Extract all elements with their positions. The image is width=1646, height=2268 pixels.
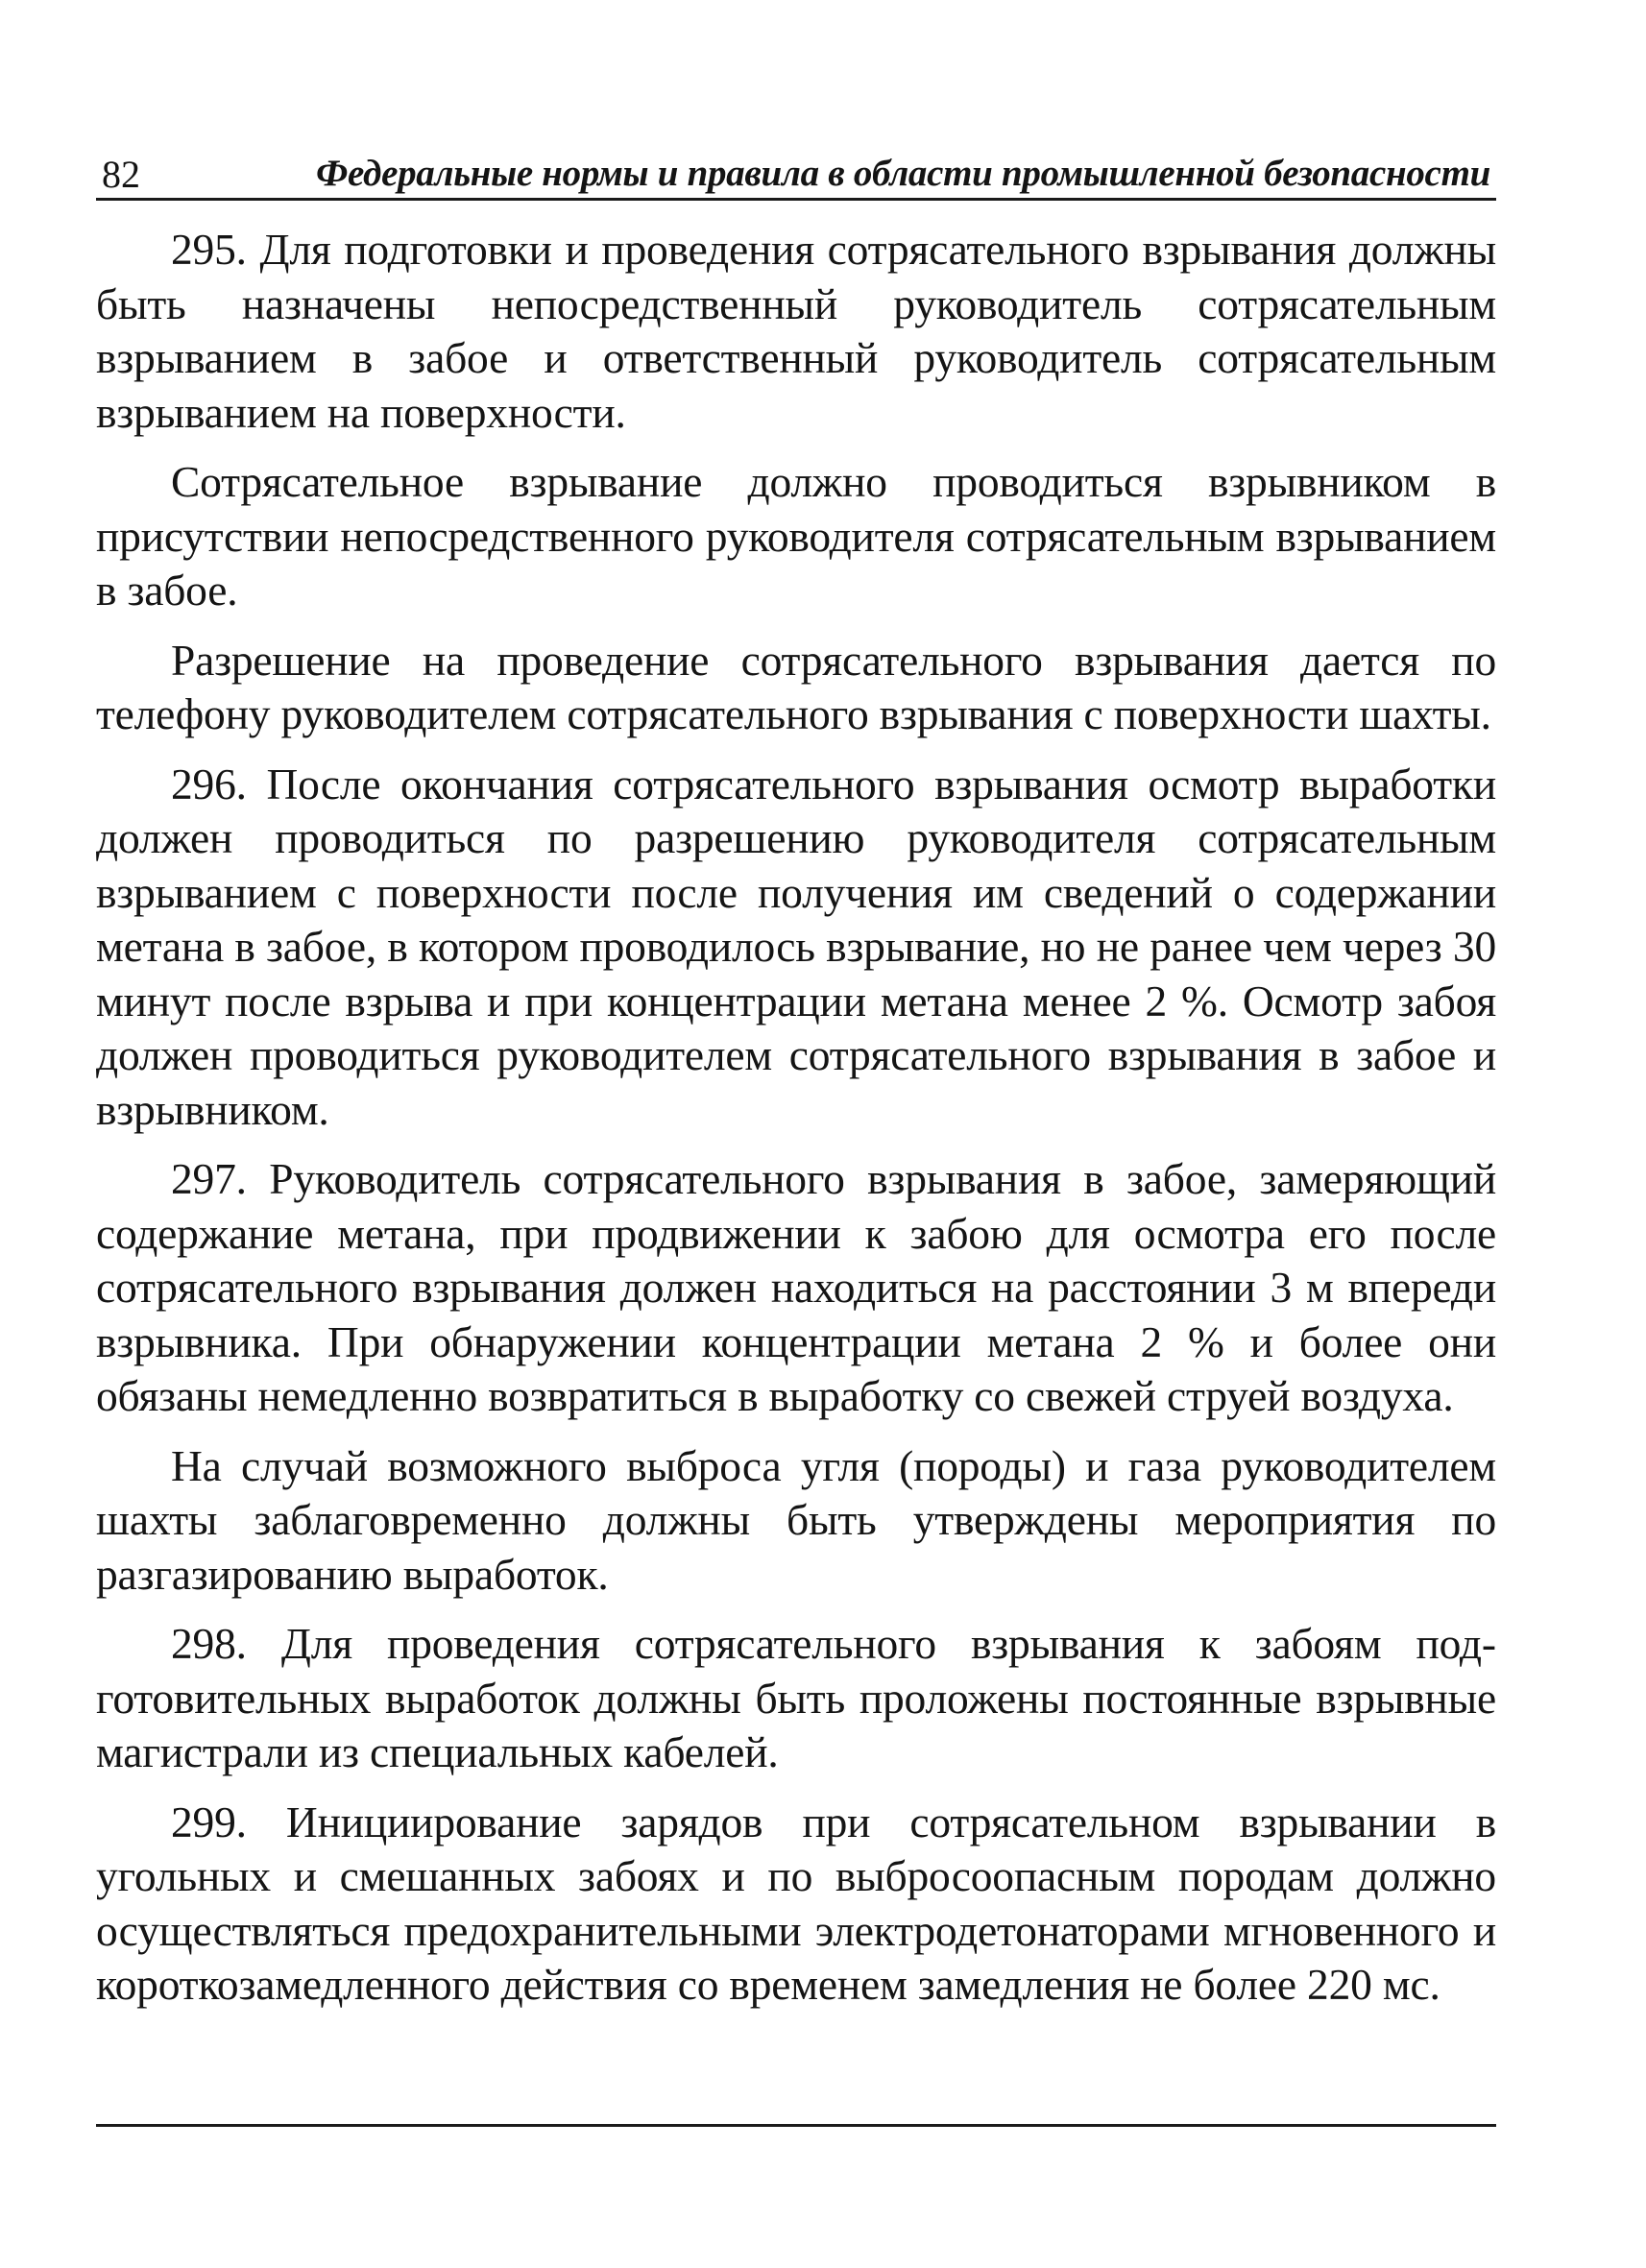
footer-rule: [96, 2124, 1496, 2127]
running-title: Федеральные нормы и правила в области промышленной безопасности: [316, 153, 1490, 194]
paragraph-297-outburst: На случай возможного выброса угля (породы) и газа руководителем шахты заблаговременно должны быть утверждены мероприятия по разгазированию выработок.: [96, 1440, 1496, 1599]
paragraph-297: 297. Руководитель сотрясательного взрывания в забое, замеряющий содержание метана, при продвижении к забою для осмотра его после сотрясательного взрывания должен находиться на расстоянии 3 м впереди взрывника. При обнаружении концентрации метана 2 % и более они обязаны немедленно возвратиться в выработку со свежей струей воздуха.: [96, 1154, 1496, 1420]
paragraph-295: 295. Для подготовки и проведения сотрясательного взрывания должны быть назначены непосредственный руководитель сотрясательным взрыванием в забое и ответственный руководитель сотрясательным взрыванием на поверхности.: [96, 225, 1496, 437]
paragraph-295-permission: Разрешение на проведение сотрясательного взрывания дается по телефону руководителем сотрясательного взрывания с поверхности шахты.: [96, 635, 1496, 738]
page-number: 82: [102, 153, 140, 196]
paragraph-296: 296. После окончания сотрясательного взрывания осмотр выработки должен проводиться по разрешению руководителя сотрясательным взрыванием с поверхности после получения им сведений о содержании метана в забое, в котором проводилось взрывание, но не ранее чем через 30 минут после взрыва и при концентрации метана менее 2 %. Осмотр забоя должен проводиться руководителем сотрясательного взрывания в забое и взрывником.: [96, 759, 1496, 1134]
paragraph-299: 299. Инициирование зарядов при сотрясательном взрывании в угольных и смешанных забоях и по выбросоопасным породам должно осуществляться предохранительными электродетонаторами мгновенного и короткозамедленного действия со временем замедления не более 220 мс.: [96, 1797, 1496, 2009]
body-text: [96, 223, 1496, 2028]
paragraph-295-blasting-presence: Сотрясательное взрывание должно проводиться взрывником в присутствии непосредственного руководителя сотрясательным взрыванием в забое.: [96, 457, 1496, 615]
page-header: [96, 134, 1496, 201]
paragraph-298: 298. Для проведения сотрясательного взрывания к забоям подготовительных выработок должны быть проложены постоянные взрывные магистрали из специальных кабелей.: [96, 1619, 1496, 1776]
